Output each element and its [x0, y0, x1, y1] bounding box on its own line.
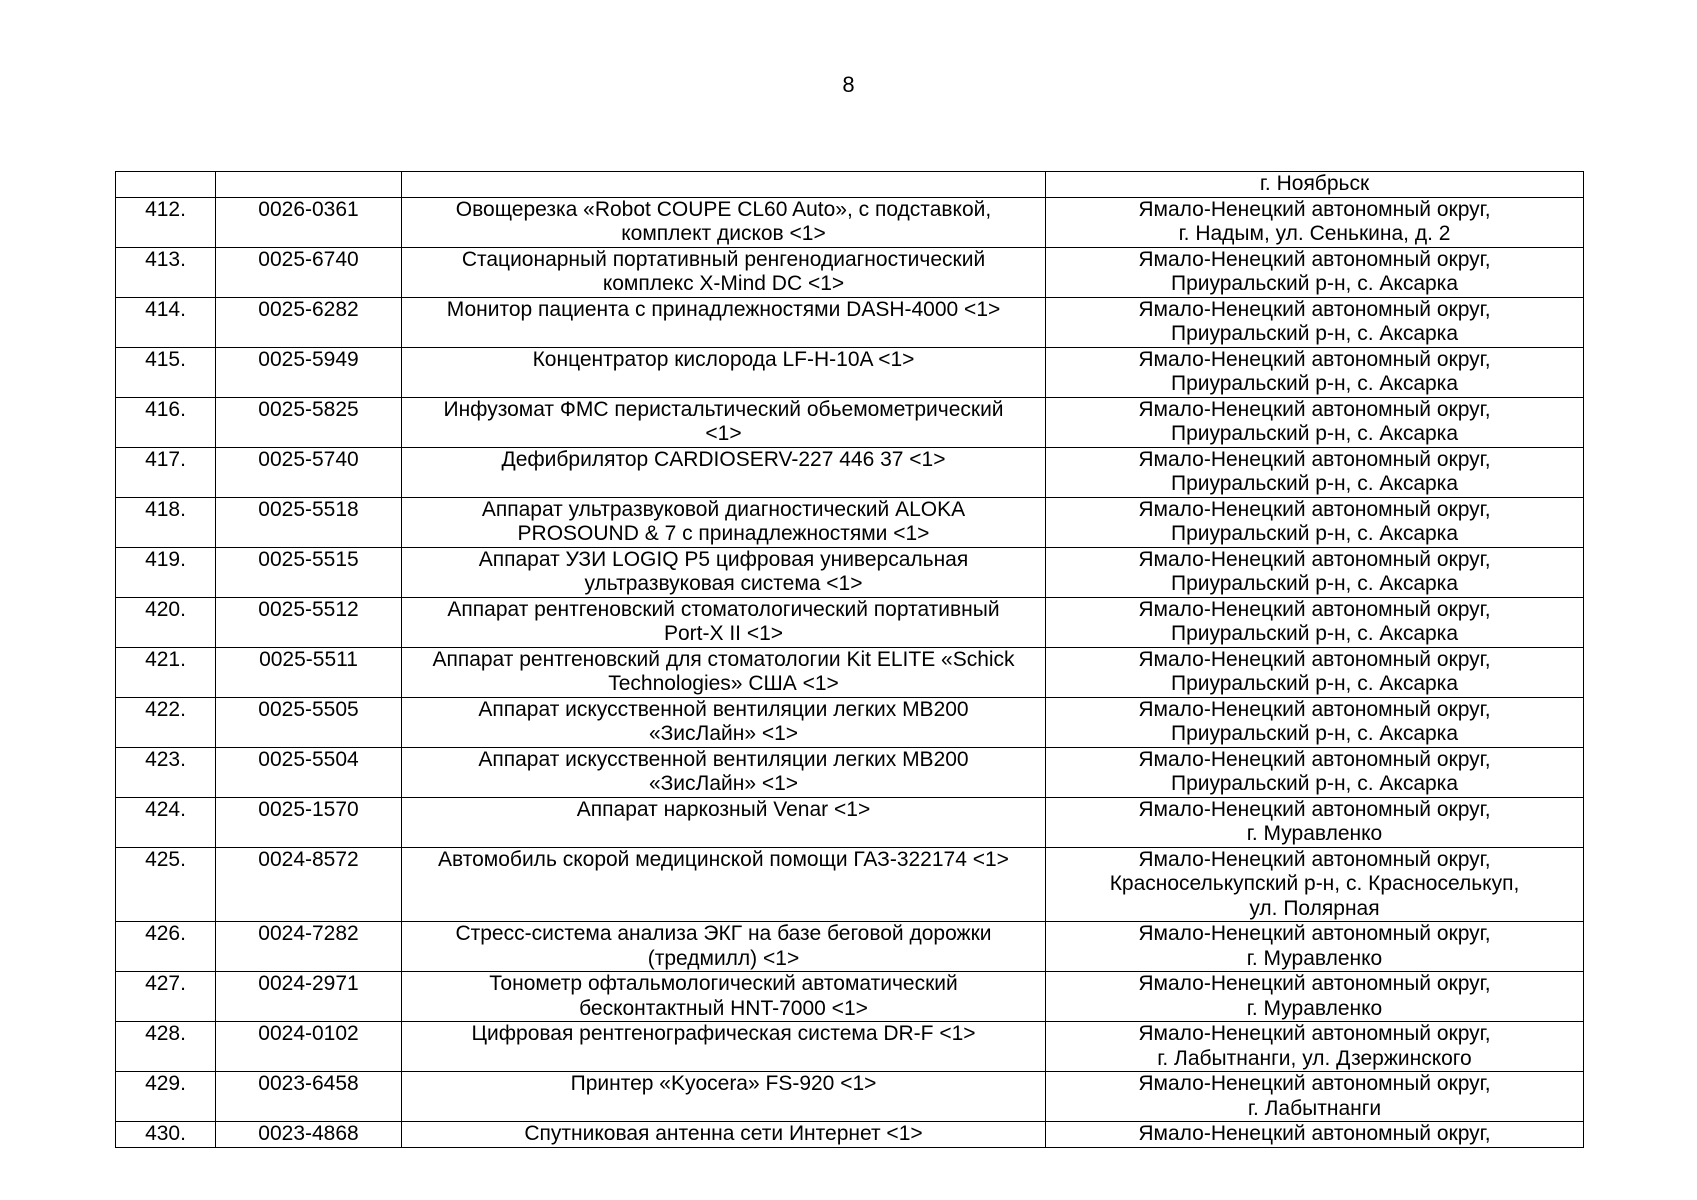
address-cell: Ямало-Ненецкий автономный округ, Приуральский р-н, с. Аксарка: [1046, 397, 1584, 447]
item-name-cell: Концентратор кислорода LF-H-10A <1>: [402, 347, 1046, 397]
item-name-cell: Аппарат искусственной вентиляции легких MB200 «ЗисЛайн» <1>: [402, 697, 1046, 747]
inventory-code-cell: 0025-1570: [216, 797, 402, 847]
property-table: [115, 171, 1584, 1148]
row-number-cell: 426.: [116, 922, 216, 972]
item-name-cell: Спутниковая антенна сети Интернет <1>: [402, 1122, 1046, 1148]
row-number-cell: 425.: [116, 847, 216, 922]
item-name-cell: Автомобиль скорой медицинской помощи ГАЗ-322174 <1>: [402, 847, 1046, 922]
row-number-cell: 421.: [116, 647, 216, 697]
table-row: [116, 497, 1584, 547]
table-row: [116, 1072, 1584, 1122]
row-number-cell: 416.: [116, 397, 216, 447]
inventory-code-cell: 0024-8572: [216, 847, 402, 922]
address-cell: Ямало-Ненецкий автономный округ,: [1046, 1122, 1584, 1148]
table-row: [116, 747, 1584, 797]
row-number-cell: 429.: [116, 1072, 216, 1122]
item-name-cell: Стресс-система анализа ЭКГ на базе беговой дорожки (тредмилл) <1>: [402, 922, 1046, 972]
address-cell: Ямало-Ненецкий автономный округ, г. Муравленко: [1046, 972, 1584, 1022]
item-name-cell: Овощерезка «Robot COUPE CL60 Auto», с подставкой, комплект дисков <1>: [402, 197, 1046, 247]
inventory-code-cell: 0024-0102: [216, 1022, 402, 1072]
address-cell: Ямало-Ненецкий автономный округ, г. Надым, ул. Сенькина, д. 2: [1046, 197, 1584, 247]
address-cell: Ямало-Ненецкий автономный округ, Приуральский р-н, с. Аксарка: [1046, 697, 1584, 747]
item-name-cell: Аппарат наркозный Venar <1>: [402, 797, 1046, 847]
item-name-cell: Аппарат рентгеновский стоматологический портативный Port-X II <1>: [402, 597, 1046, 647]
inventory-code-cell: 0025-5512: [216, 597, 402, 647]
table-row: [116, 1022, 1584, 1072]
address-cell: Ямало-Ненецкий автономный округ, Приуральский р-н, с. Аксарка: [1046, 647, 1584, 697]
inventory-code-cell: 0025-5949: [216, 347, 402, 397]
item-name-cell: Монитор пациента с принадлежностями DASH-4000 <1>: [402, 297, 1046, 347]
address-cell: Ямало-Ненецкий автономный округ, г. Муравленко: [1046, 797, 1584, 847]
inventory-code-cell: 0025-5515: [216, 547, 402, 597]
row-number-cell: 423.: [116, 747, 216, 797]
row-number-cell: 413.: [116, 247, 216, 297]
row-number-cell: 427.: [116, 972, 216, 1022]
inventory-code-cell: 0024-7282: [216, 922, 402, 972]
row-number-cell: [116, 172, 216, 198]
row-number-cell: 415.: [116, 347, 216, 397]
item-name-cell: Дефибрилятор CARDIOSERV-227 446 37 <1>: [402, 447, 1046, 497]
inventory-code-cell: 0025-5740: [216, 447, 402, 497]
inventory-code-cell: 0024-2971: [216, 972, 402, 1022]
item-name-cell: [402, 172, 1046, 198]
table-row: [116, 597, 1584, 647]
table-row: [116, 347, 1584, 397]
inventory-code-cell: 0025-5518: [216, 497, 402, 547]
item-name-cell: Принтер «Kyocera» FS-920 <1>: [402, 1072, 1046, 1122]
address-cell: Ямало-Ненецкий автономный округ, Красноселькупский р-н, с. Красноселькуп, ул. Полярная: [1046, 847, 1584, 922]
inventory-code-cell: 0025-6282: [216, 297, 402, 347]
address-cell: Ямало-Ненецкий автономный округ, г. Лабытнанги: [1046, 1072, 1584, 1122]
item-name-cell: Тонометр офтальмологический автоматический бесконтактный HNT-7000 <1>: [402, 972, 1046, 1022]
table-row: [116, 447, 1584, 497]
inventory-code-cell: 0025-5825: [216, 397, 402, 447]
row-number-cell: 422.: [116, 697, 216, 747]
table-row: [116, 922, 1584, 972]
item-name-cell: Цифровая рентгенографическая система DR-F <1>: [402, 1022, 1046, 1072]
table-row: [116, 972, 1584, 1022]
table-row: [116, 697, 1584, 747]
page-number: 8: [842, 72, 855, 97]
address-cell: Ямало-Ненецкий автономный округ, Приуральский р-н, с. Аксарка: [1046, 497, 1584, 547]
table-row: [116, 547, 1584, 597]
row-number-cell: 419.: [116, 547, 216, 597]
address-cell: Ямало-Ненецкий автономный округ, Приуральский р-н, с. Аксарка: [1046, 447, 1584, 497]
table-row: [116, 172, 1584, 198]
address-cell: Ямало-Ненецкий автономный округ, Приуральский р-н, с. Аксарка: [1046, 597, 1584, 647]
inventory-code-cell: 0025-5505: [216, 697, 402, 747]
inventory-code-cell: 0023-4868: [216, 1122, 402, 1148]
table-row: [116, 1122, 1584, 1148]
address-cell: Ямало-Ненецкий автономный округ, Приуральский р-н, с. Аксарка: [1046, 347, 1584, 397]
item-name-cell: Аппарат ультразвуковой диагностический ALOKA PROSOUND & 7 с принадлежностями <1>: [402, 497, 1046, 547]
table-row: [116, 247, 1584, 297]
property-table-body: [116, 172, 1584, 1148]
table-row: [116, 797, 1584, 847]
row-number-cell: 428.: [116, 1022, 216, 1072]
inventory-code-cell: 0026-0361: [216, 197, 402, 247]
item-name-cell: Стационарный портативный ренгенодиагностический комплекс X-Mind DC <1>: [402, 247, 1046, 297]
row-number-cell: 417.: [116, 447, 216, 497]
inventory-code-cell: [216, 172, 402, 198]
inventory-code-cell: 0023-6458: [216, 1072, 402, 1122]
item-name-cell: Аппарат УЗИ LOGIQ P5 цифровая универсальная ультразвуковая система <1>: [402, 547, 1046, 597]
address-cell: Ямало-Ненецкий автономный округ, г. Муравленко: [1046, 922, 1584, 972]
item-name-cell: Аппарат искусственной вентиляции легких MB200 «ЗисЛайн» <1>: [402, 747, 1046, 797]
table-row: [116, 397, 1584, 447]
table-row: [116, 297, 1584, 347]
address-cell: Ямало-Ненецкий автономный округ, Приуральский р-н, с. Аксарка: [1046, 747, 1584, 797]
inventory-code-cell: 0025-5511: [216, 647, 402, 697]
row-number-cell: 424.: [116, 797, 216, 847]
row-number-cell: 420.: [116, 597, 216, 647]
row-number-cell: 430.: [116, 1122, 216, 1148]
inventory-code-cell: 0025-6740: [216, 247, 402, 297]
address-cell: г. Ноябрьск: [1046, 172, 1584, 198]
table-row: [116, 197, 1584, 247]
address-cell: Ямало-Ненецкий автономный округ, Приуральский р-н, с. Аксарка: [1046, 547, 1584, 597]
item-name-cell: Инфузомат ФМС перистальтический обьемометрический <1>: [402, 397, 1046, 447]
table-row: [116, 647, 1584, 697]
table-row: [116, 847, 1584, 922]
row-number-cell: 414.: [116, 297, 216, 347]
address-cell: Ямало-Ненецкий автономный округ, Приуральский р-н, с. Аксарка: [1046, 297, 1584, 347]
row-number-cell: 418.: [116, 497, 216, 547]
row-number-cell: 412.: [116, 197, 216, 247]
address-cell: Ямало-Ненецкий автономный округ, г. Лабытнанги, ул. Дзержинского: [1046, 1022, 1584, 1072]
inventory-code-cell: 0025-5504: [216, 747, 402, 797]
address-cell: Ямало-Ненецкий автономный округ, Приуральский р-н, с. Аксарка: [1046, 247, 1584, 297]
item-name-cell: Аппарат рентгеновский для стоматологии Kit ELITE «Schick Technologies» США <1>: [402, 647, 1046, 697]
